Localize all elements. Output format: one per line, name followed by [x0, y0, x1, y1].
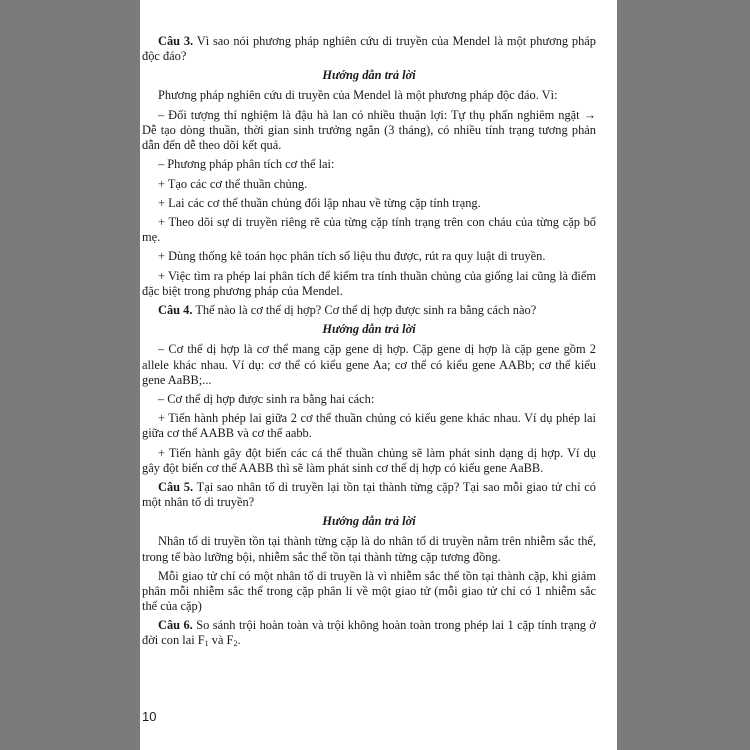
answer-4-line: + Tiến hành gây đột biến các cá thể thuần chủng sẽ làm phát sinh dạng dị hợp. Ví dụ gây đột biến cơ thể AABB thì sẽ làm phát sinh cơ thể dị hợp có kiểu gene AaBB. [142, 445, 596, 475]
right-margin-background [617, 0, 750, 750]
left-margin-background [0, 0, 140, 750]
question-4-text: Thế nào là cơ thể dị hợp? Cơ thể dị hợp được sinh ra bằng cách nào? [195, 303, 537, 318]
answer-3-line: + Lai các cơ thể thuần chủng đối lập nhau về từng cặp tính trạng. [158, 195, 481, 210]
answer-3-line: – Đối tượng thí nghiệm là đậu hà lan có nhiều thuận lợi: Tự thụ phấn nghiêm ngặt → Dễ tạo dòng thuần, thời gian sinh trưởng ngắn (3 tháng), có nhiều tính trạng tương phản dẫn đến dễ theo dõi kết quả. [142, 107, 596, 152]
answer-guide-heading-5: Hướng dẫn trả lời [322, 514, 416, 529]
answer-guide-heading-4: Hướng dẫn trả lời [322, 322, 416, 337]
question-3-text: Vì sao nói phương pháp nghiên cứu di truyền của Mendel là một phương pháp độc đáo? [142, 34, 596, 64]
subscript-f2: 2 [233, 639, 238, 649]
question-3 [142, 34, 596, 64]
question-5-text: Tại sao nhân tố di truyền lại tồn tại thành từng cặp? Tại sao mỗi giao tử chỉ có một nhân tố di truyền? [142, 479, 596, 510]
question-4 [142, 303, 596, 318]
answer-3-line: – Phương pháp phân tích cơ thể lai: [158, 157, 335, 172]
question-6-text: So sánh trội hoàn toàn và trội không hoàn toàn trong phép lai 1 cặp tính trạng ở đời con lai F [142, 618, 596, 648]
question-3-label: Câu 3. [158, 34, 194, 48]
answer-3-line: + Tạo các cơ thể thuần chủng. [158, 176, 308, 191]
subscript-f1: 1 [204, 639, 209, 649]
answer-3-line: Phương pháp nghiên cứu di truyền của Mendel là một phương pháp độc đáo. Vì: [158, 88, 558, 103]
answer-5-line: Nhân tố di truyền tồn tại thành từng cặp là do nhân tố di truyền nằm trên nhiễm sắc thể, trong tế bào lưỡng bội, nhiễm sắc thể tồn tại thành từng cặp tương đồng. [142, 534, 596, 564]
page-content [142, 34, 596, 653]
answer-guide-heading-3: Hướng dẫn trả lời [322, 68, 416, 83]
page-number: 10 [142, 709, 157, 724]
answer-4-line: + Tiến hành phép lai giữa 2 cơ thể thuần chủng có kiểu gene khác nhau. Ví dụ phép lai giữa cơ thể AABB và cơ thể aabb. [142, 411, 596, 441]
answer-4-line: – Cơ thể dị hợp là cơ thể mang cặp gene dị hợp. Cặp gene dị hợp là cặp gene gồm 2 allele khác nhau. Ví dụ: cơ thể có kiểu gene Aa; cơ thể có kiểu gene AABb; cơ thể kiểu gene AaBB;... [142, 342, 596, 387]
question-6 [142, 618, 596, 648]
answer-3-line: + Việc tìm ra phép lai phân tích để kiểm tra tính thuần chủng của giống lai cũng là điểm đặc biệt trong phương pháp của Mendel. [142, 268, 596, 298]
question-4-label: Câu 4. [158, 303, 193, 318]
question-6-mid: và F [208, 633, 234, 648]
answer-3-line: + Dùng thống kê toán học phân tích số liệu thu được, rút ra quy luật di truyền. [158, 249, 546, 264]
answer-4-line: – Cơ thể dị hợp được sinh ra bằng hai cách: [158, 391, 375, 406]
answer-5-line: Mỗi giao tử chỉ có một nhân tố di truyền là vì nhiễm sắc thể tồn tại thành cặp, khi giảm phân mỗi nhiễm sắc thể trong cặp phân li về một giao tử (mỗi giao tử chỉ có 1 nhiễm sắc thể của cặp) [142, 568, 596, 613]
document-page [140, 0, 617, 750]
question-5 [142, 480, 596, 510]
question-6-end: . [237, 633, 241, 648]
question-6-label: Câu 6. [158, 618, 193, 633]
question-5-label: Câu 5. [158, 479, 194, 494]
answer-3-line: + Theo dõi sự di truyền riêng rẽ của từng cặp tính trạng trên con cháu của từng cặp bố mẹ. [142, 215, 596, 245]
